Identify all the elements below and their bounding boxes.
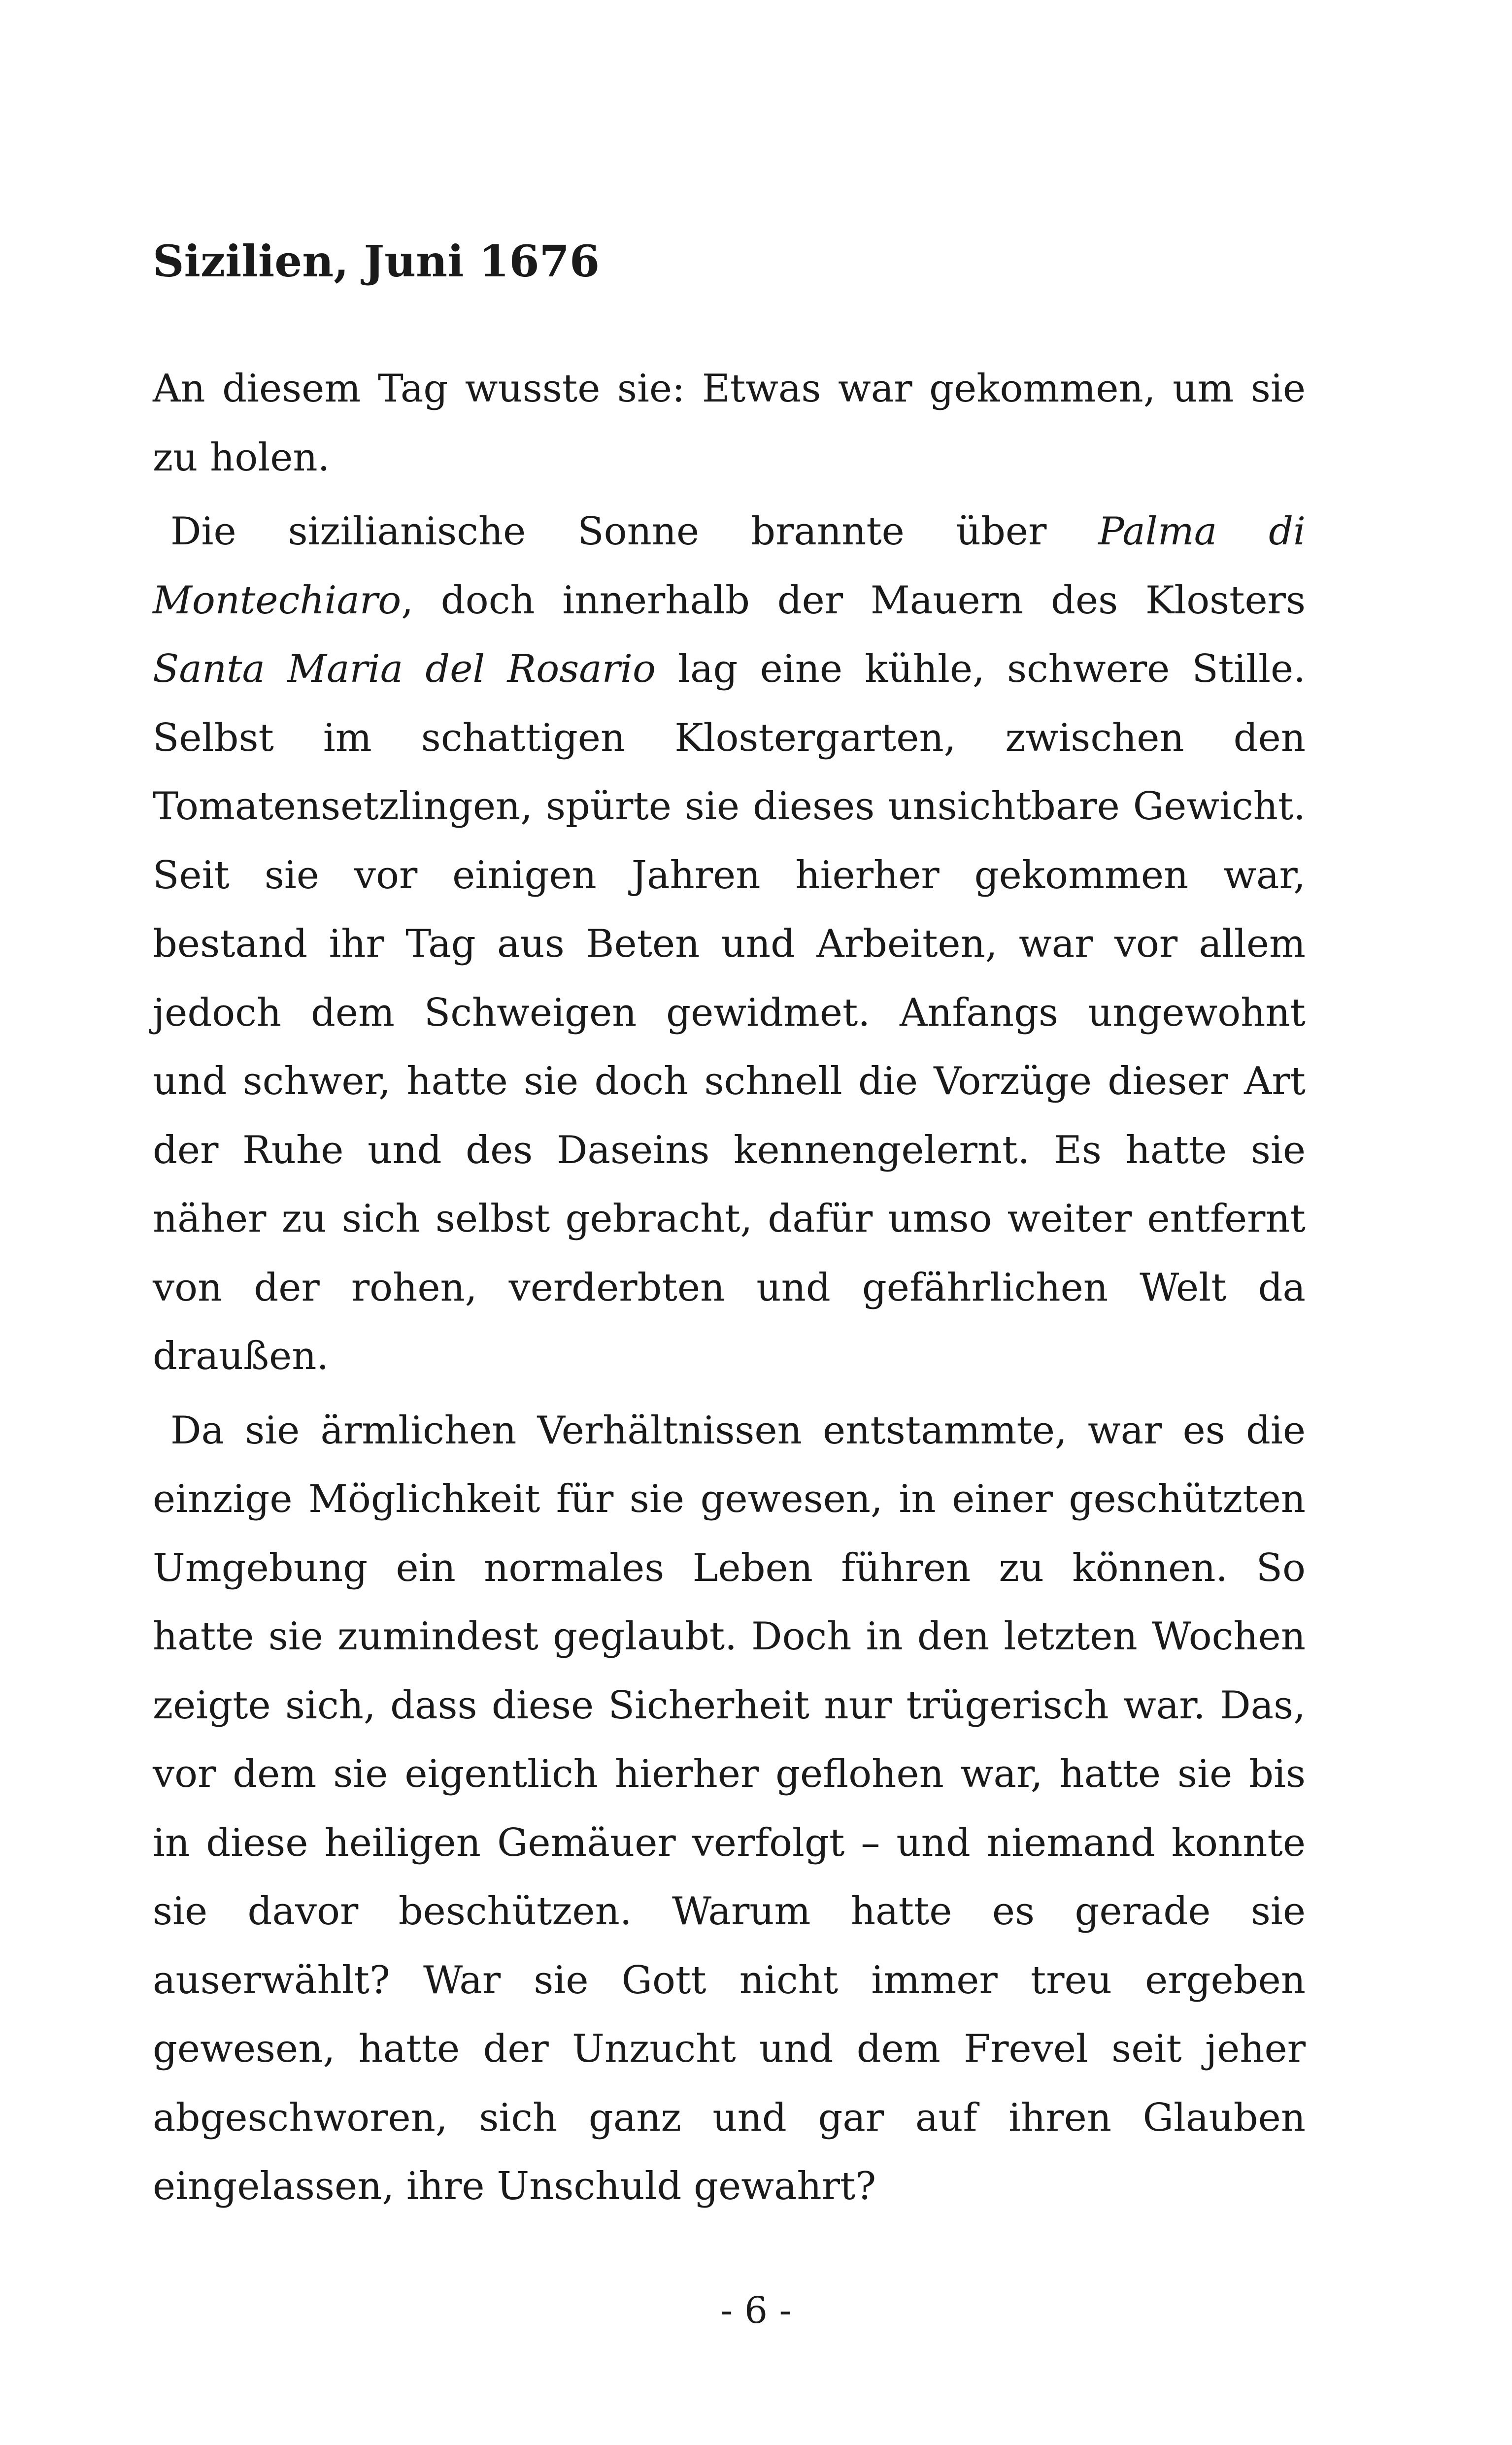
paragraph-2-text-b: , doch innerhalb der Mauern des Klosters xyxy=(401,578,1306,623)
paragraph-2-text-c: lag eine kühle, schwere Stille. Selbst im schattigen Klostergarten, zwischen den Tomatensetzlingen, spürte sie dieses unsichtbare Gewicht. Seit sie vor einigen Jahren hierher gekommen war, bestand ihr Tag aus Beten und Arbeiten, war vor allem jedoch dem Schweigen gewidmet. Anfangs ungewohnt und schwer, hatte sie doch schnell die Vorzüge dieser Art der Ruhe und des Daseins kennengelernt. Es hatte sie näher zu sich selbst gebracht, dafür umso weiter entfernt von der rohen, verderbten und gefährlichen Welt da draußen. xyxy=(153,647,1306,1378)
paragraph-2-text-a: Die sizilianische Sonne brannte über xyxy=(170,509,1099,554)
place-name-palma: Palma di Montechiaro xyxy=(153,509,1306,623)
chapter-title: Sizilien, Juni 1676 xyxy=(153,235,600,287)
place-name-monastery: Santa Maria del Rosario xyxy=(153,647,656,691)
page-number: - 6 - xyxy=(720,2289,792,2332)
text-block xyxy=(153,232,1306,2227)
paragraph-1: An diesem Tag wusste sie: Etwas war gekommen, um sie zu holen. xyxy=(153,367,1306,480)
paragraph-3: Da sie ärmlichen Verhältnissen entstammte, war es die einzige Möglichkeit für sie gewesen, in einer geschützten Umgebung ein normales Leben führen zu können. So hatte sie zumindest geglaubt. Doch in den letzten Wochen zeigte sich, dass diese Sicherheit nur trügerisch war. Das, vor dem sie eigentlich hierher geflohen war, hatte sie bis in diese heiligen Gemäuer verfolgt – und niemand konnte sie davor beschützen. Warum hatte es gerade sie auserwählt? War sie Gott nicht immer treu ergeben gewesen, hatte der Unzucht und dem Frevel seit jeher abgeschworen, sich ganz und gar auf ihren Glauben eingelassen, ihre Unschuld gewahrt? xyxy=(153,1408,1306,2209)
paragraph-2 xyxy=(153,498,1306,1391)
